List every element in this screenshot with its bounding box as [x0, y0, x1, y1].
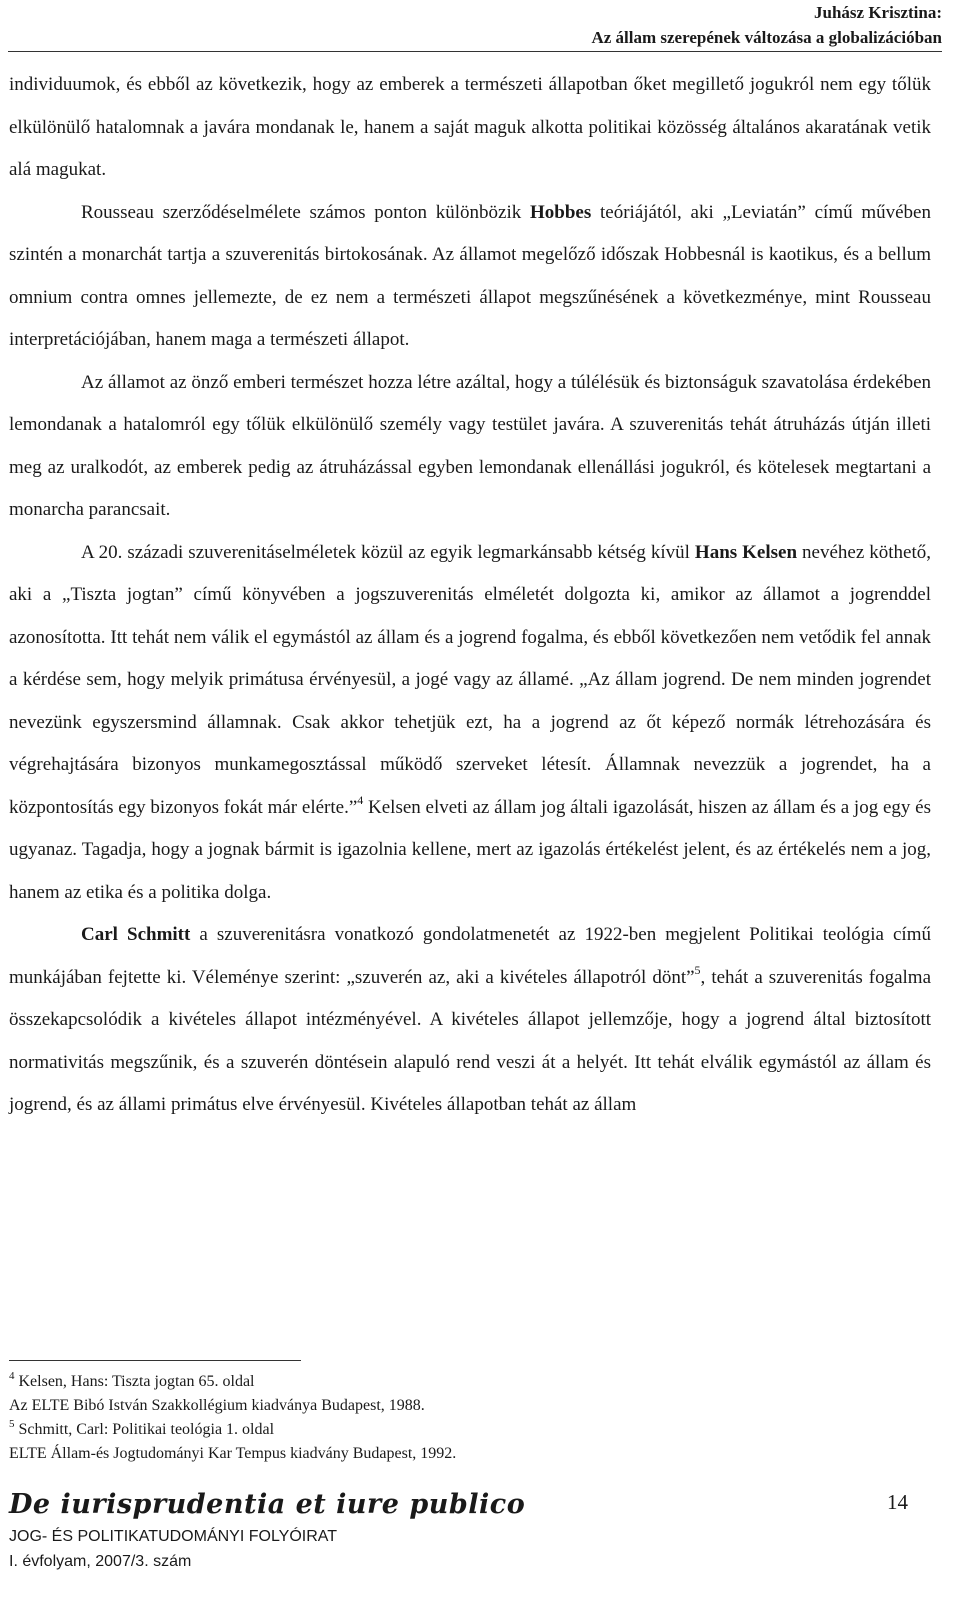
header-divider — [8, 51, 942, 52]
journal-issue: I. évfolyam, 2007/3. szám — [9, 1553, 192, 1570]
name-hobbes: Hobbes — [530, 201, 592, 223]
paragraph-3: Az államot az önző emberi természet hozza létre azáltal, hogy a túlélésük és biztonságuk szavatolása érdekében lemondanak a hatalomról egy tőlük elkülönülő személy vagy testület javára. A szuverenitás tehát átruházás útján illeti meg az uralkodót, az emberek pedig az átruházással egyben lemondanak ellenállási jogukról, és kötelesek megtartani a monarcha parancsait. — [9, 371, 931, 520]
footnote-4-publisher: Az ELTE Bibó István Szakkollégium kiadványa Budapest, 1988. — [9, 1397, 425, 1414]
footnote-4: $^4$ Kelsen, Hans: Tiszta jogtan 65. oldal — [9, 1370, 255, 1390]
page-number: 14 — [887, 1490, 908, 1514]
name-kelsen: Hans Kelsen — [694, 541, 798, 563]
paragraph-4: A 20. századi szuverenitáselméletek közül az egyik legmarkánsabb kétség kívül Hans Kelsen nevéhez köthető, aki a „Tiszta jogtan” című könyvében a jogszuverenitás elméletét dolgozta ki, amikor az államot a jogrenddel azonosította. Itt tehát nem válik el egymástól az állam és a jogrend fogalma, és ebből következően nem vetődik fel annak a kérdése sem, hogy melyik primátusa érvényesül, a jogé vagy az államé. „Az állam jogrend. De nem minden jogrendet nevezünk egyszersmind államnak. Csak akkor tehetjük ezt, ha a jogrend az őt képező normák létrehozására és végrehajtására bizonyos munkamegosztással működő szerveket létesít. Államnak nevezzük a jogrendet, ha a központosítás egy bizonyos fokát már elérte.”$^4$ Kelsen elveti az állam jog általi igazolását, hiszen az állam és a jog egy és ugyanaz. Tagadja, hogy a jognak bármit is igazolnia kellene, mert az igazolás értékelést jelent, és az értékelés nem a jog, hanem az etika és a politika dolga. — [9, 541, 932, 903]
footnote-5: $^5$ Schmitt, Carl: Politikai teológia 1. oldal — [9, 1418, 275, 1438]
header-title: Az állam szerepének változása a globalizációban — [591, 28, 942, 47]
journal-subtitle: JOG- ÉS POLITIKATUDOMÁNYI FOLYÓIRAT — [9, 1528, 338, 1545]
header-author: Juhász Krisztina: — [814, 3, 942, 22]
footnote-ref-4[interactable]: 4 — [357, 792, 364, 807]
name-schmitt: Carl Schmitt — [81, 924, 191, 945]
running-header — [591, 0, 942, 50]
paragraph-2: Rousseau szerződéselmélete számos ponton különbözik Hobbes teóriájától, aki „Leviatán” című művében szintén a monarchát tartja a szuverenitás birtokosának. Az államot megelőző időszak Hobbesnál is kaotikus, és a bellum omnium contra omnes jellemezte, de ez nem a természeti állapot megszűnésének a következménye, mint Rousseau interpretációjában, hanem maga a természeti állapot. — [9, 201, 931, 350]
journal-title: De iurisprudentia et iure publico — [9, 1489, 526, 1520]
paragraph-5: Carl Schmitt a szuverenitásra vonatkozó gondolatmenetét az 1922-ben megjelent Politikai teológia című munkájában fejtette ki. Véleménye szerint: „szuverén az, aki a kivételes állapotról dönt”$^5$, tehát a szuverenitás fogalma összekapcsolódik a kivételes állapot intézményével. A kivételes állapot jellemzője, hogy a jogrend által biztosított normativitás megszűnik, és a szuverén döntésein alapuló rend veszi át a helyét. Itt tehát elválik egymástól az állam és jogrend, és az állami primátus elve érvényesül. Kivételes állapotban tehát az állam — [9, 924, 932, 1115]
footnote-divider — [9, 1360, 301, 1361]
footnotes — [9, 1370, 929, 1466]
article-body — [9, 64, 931, 1127]
paragraph-1: individuumok, és ebből az következik, hogy az emberek a természeti állapotban őket megillető jogukról nem egy tőlük elkülönülő hatalomnak a javára mondanak le, hanem a saját maguk alkotta politikai közösség általános akaratának vetik alá magukat. — [9, 74, 931, 180]
footnote-ref-5[interactable]: 5 — [694, 962, 701, 977]
footnote-5-publisher: ELTE Állam-és Jogtudományi Kar Tempus kiadvány Budapest, 1992. — [9, 1445, 457, 1462]
